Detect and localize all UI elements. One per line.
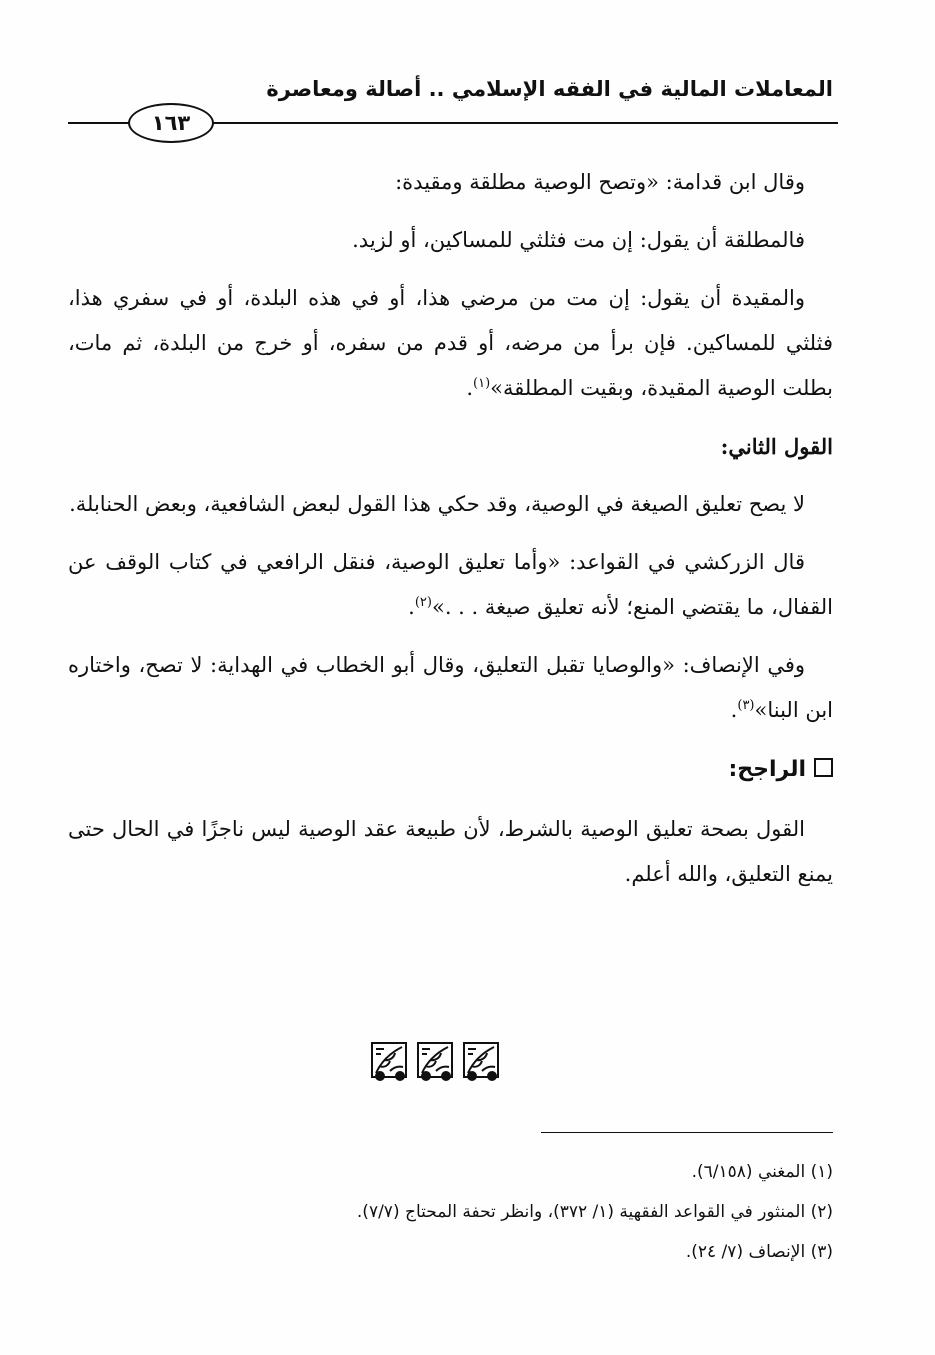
footnote-ref-2: (٢) <box>414 595 432 610</box>
paragraph-muqayyada-text: والمقيدة أن يقول: إن مت من مرضي هذا، أو في هذه البلدة، أو في سفري هذا، فثلثي للمساكين. فإن برأ من مرضه، أو قدم من سفره، أو خرج من البلدة، ثم مات، بطلت الوصية المقيدة، وبقيت المطلقة» <box>68 286 833 400</box>
footnote-ref-1: (١) <box>473 376 491 391</box>
paragraph-zarkashi-text: قال الزركشي في القواعد: «وأما تعليق الوصية، فنقل الرافعي في كتاب الوقف عن القفال، ما يقتضي المنع؛ لأنه تعليق صيغة . . .» <box>68 550 833 619</box>
paragraph-insaf-text: وفي الإنصاف: «والوصايا تقبل التعليق، وقال أبو الخطاب في الهداية: لا تصح، واختاره ابن البنا» <box>68 653 833 722</box>
footnote-ref-3: (٣) <box>737 698 755 713</box>
paragraph-muqayyada <box>68 276 833 411</box>
main-text <box>68 160 833 910</box>
floral-ornament-icon <box>370 1040 500 1084</box>
paragraph-rajih: القول بصحة تعليق الوصية بالشرط، لأن طبيعة عقد الوصية ليس ناجزًا في الحال حتى يمنع التعليق، والله أعلم. <box>68 817 833 886</box>
footnote-separator <box>541 1132 833 1133</box>
running-header-title: المعاملات المالية في الفقه الإسلامي .. أصالة ومعاصرة <box>266 77 833 101</box>
square-bullet-icon <box>814 758 833 777</box>
paragraph-second-opinion: لا يصح تعليق الصيغة في الوصية، وقد حكي هذا القول لبعض الشافعية، وبعض الحنابلة. <box>69 492 805 516</box>
footnote-3: (٣) الإنصاف (٧/ ٢٤). <box>685 1242 833 1262</box>
heading-second-opinion: القول الثاني: <box>720 434 833 459</box>
page-number-badge: ١٦٣ <box>128 103 214 143</box>
heading-rajih-label: الراجح: <box>728 757 806 782</box>
heading-rajih <box>68 746 833 794</box>
footnote-1: (١) المغني (٦/١٥٨). <box>691 1162 833 1182</box>
paragraph-mutlaqa: فالمطلقة أن يقول: إن مت فثلثي للمساكين، أو لزيد. <box>352 228 805 252</box>
paragraph-insaf <box>68 643 833 733</box>
paragraph-end-mark: . <box>466 376 474 400</box>
footnotes <box>133 1152 833 1272</box>
paragraph-zarkashi <box>68 540 833 630</box>
paragraph-ibn-qudama: وقال ابن قدامة: «وتصح الوصية مطلقة ومقيدة: <box>395 170 805 194</box>
footnote-2: (٢) المنثور في القواعد الفقهية (١/ ٣٧٢)، وانظر تحفة المحتاج (٧/٧). <box>356 1202 833 1222</box>
paragraph-end-mark: . <box>408 595 415 619</box>
paragraph-end-mark: . <box>730 698 738 722</box>
